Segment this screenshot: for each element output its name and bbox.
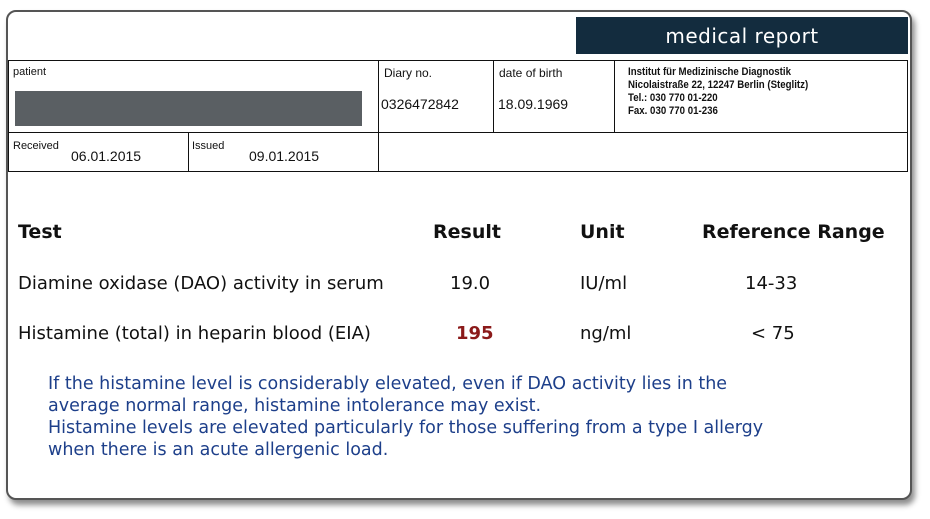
row-unit: ng/ml — [580, 323, 632, 344]
note-line: Histamine levels are elevated particularly for those suffering from a type I allergy — [48, 418, 764, 438]
row-result-flagged: 195 — [456, 323, 494, 344]
row-unit: IU/ml — [580, 273, 628, 294]
row-range: < 75 — [751, 323, 795, 344]
received-value: 06.01.2015 — [71, 148, 142, 164]
col-header-test: Test — [18, 221, 62, 243]
issued-value: 09.01.2015 — [249, 148, 320, 164]
report-title: medical report — [665, 23, 819, 48]
note-line: average normal range, histamine intolerance may exist. — [48, 396, 542, 416]
institute-address — [628, 66, 808, 118]
dob-label: date of birth — [499, 66, 563, 80]
diary-label: Diary no. — [384, 66, 433, 80]
note-line: If the histamine level is considerably elevated, even if DAO activity lies in the — [48, 374, 728, 394]
row-range: 14-33 — [745, 273, 798, 294]
note-line: when there is an acute allergenic load. — [48, 440, 389, 460]
diary-value: 0326472842 — [381, 96, 459, 112]
institute-name: Institut für Medizinische Diagnostik — [628, 66, 791, 78]
col-header-range: Reference Range — [702, 221, 885, 243]
empty-cell — [378, 132, 908, 172]
patient-label: patient — [13, 66, 47, 78]
row-result: 19.0 — [450, 273, 491, 294]
dob-value: 18.09.1969 — [498, 96, 569, 112]
received-label: Received — [13, 140, 59, 152]
patient-name-redacted — [15, 91, 362, 126]
issued-label: Issued — [192, 140, 225, 152]
col-header-unit: Unit — [580, 221, 625, 243]
institute-fax: Fax. 030 770 01-236 — [628, 105, 718, 117]
col-header-result: Result — [433, 221, 501, 243]
institute-phone: Tel.: 030 770 01-220 — [628, 92, 718, 104]
row-test: Diamine oxidase (DAO) activity in serum — [18, 273, 384, 294]
row-test: Histamine (total) in heparin blood (EIA) — [18, 323, 371, 344]
institute-street: Nicolaistraße 22, 12247 Berlin (Steglitz) — [628, 79, 809, 91]
report-title-banner — [576, 17, 908, 54]
interpretation-note — [48, 373, 878, 461]
